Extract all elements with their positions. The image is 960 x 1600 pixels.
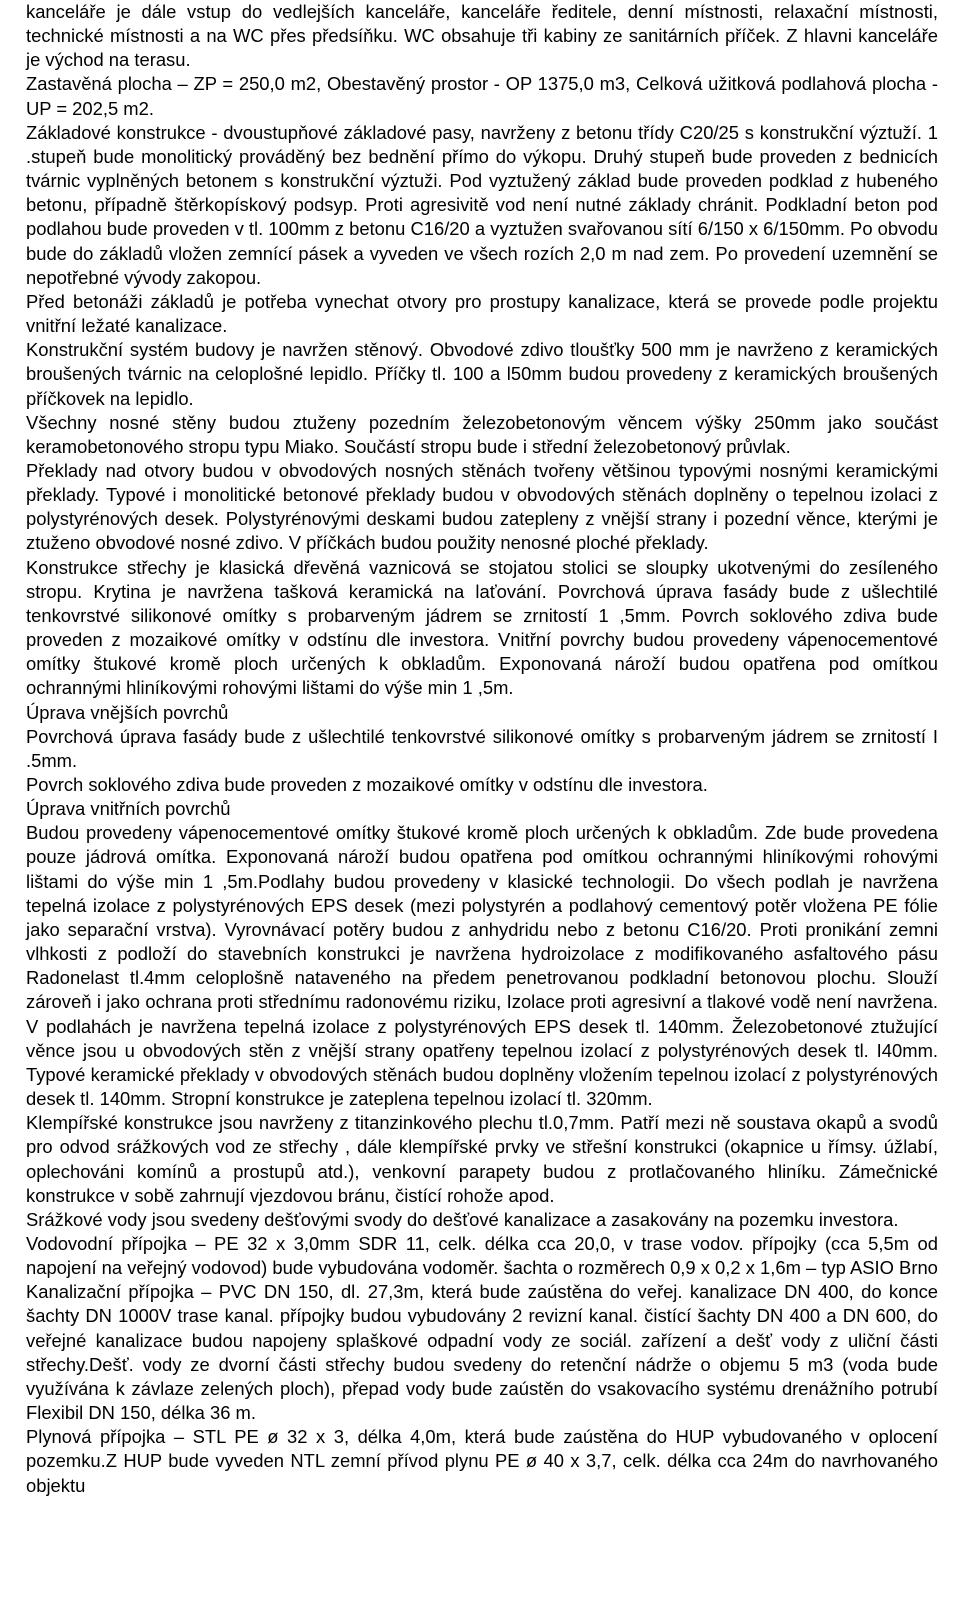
paragraph-interior-and-floors: Budou provedeny vápenocementové omítky štukové kromě ploch určených k obkladům. Zde bude provedena pouze jádrová omítka. Exponovaná nároží budou opatřena pod omítkou ochrannými hliníkovými rohovými lištami do výše min 1 ,5m.Podlahy budou provedeny v klasické technologii. Do všech podlah je navržena tepelná izolace z polystyrénových EPS desek (mezi polystyrén a podlahový cementový potěr vložena PE fólie jako separační vrstva). Vyrovnávací potěry budou z anhydridu nebo z betonu C16/20. Proti pronikání zemni vlhkosti z podloží do stavebních konstrukci je navržena hydroizolace z modifikovaného asfaltového pásu Radonelast tl.4mm celoplošně nataveného na předem penetrovanou podkladní betonovou plochu. Slouží zároveň i jako ochrana proti střednímu radonovému riziku, Izolace proti agresivní a tlakové vodě není navržena. V podlahách je navržena tepelná izolace z polystyrénových EPS desek tl. 140mm. Železobetonové ztužující věnce jsou u obvodových stěn z vnější strany opatřeny tepelnou izolací z polystyrénových desek tl. I40mm. Typové keramické překlady v obvodových stěnách budou doplněny vložením tepelnou izolací z polystyrénových desek tl. 140mm. Stropní konstrukce je zateplena tepelnou izolací tl. 320mm. [26, 822, 938, 1110]
paragraph-sheet-metal: Klempířské konstrukce jsou navrženy z titanzinkového plechu tl.0,7mm. Patří mezi ně soustava okapů a svodů pro odvod srážkových vod ze střechy , dále klempířské prvky ve střešní konstrukci (okapnice u římsy. úžlabí, oplechováni komínů a prostupů atd.), venkovní parapety budou z protlačovaného hliníku. Zámečnické konstrukce v sobě zahrnují vjezdovou bránu, čistící rohože apod. [26, 1112, 938, 1206]
paragraph-openings: Před betonáži základů je potřeba vynechat otvory pro prostupy kanalizace, která se provede podle projektu vnitřní ležaté kanalizace. [26, 290, 938, 337]
paragraph-layout-intro: kanceláře je dále vstup do vedlejších kanceláře, kanceláře ředitele, denní místnosti, relaxační místnosti, technické místnosti a na WC přes předsíňku. WC obsahuje tři kabiny ze sanitárních příček. Z hlavni kanceláře je východ na terasu. [26, 1, 938, 71]
paragraph-water-connection: Vodovodní přípojka – PE 32 x 3,0mm SDR 11, celk. délka cca 20,0, v trase vodov. přípojky (cca 5,5m od napojení na veřejný vodovod) bude vybudována vodoměr. šachta o rozměrech 0,9 x 0,2 x 1,6m – typ ASIO Brno [26, 1232, 938, 1279]
paragraph-lintels: Překlady nad otvory budou v obvodových nosných stěnách tvořeny většinou typovými nosnými keramickými překlady. Typové i monolitické betonové překlady budou v obvodových stěnách doplněny o tepelnou izolaci z polystyrénových desek. Polystyrénovými deskami budou zatepleny z vnější strany i pozední věnce, kterými je ztuženo obvodové nosné zdivo. V příčkách budou použity nenosné ploché překlady. [26, 459, 938, 554]
paragraph-roof: Konstrukce střechy je klasická dřevěná vaznicová se stojatou stolici se sloupky ukotvenými do zesíleného stropu. Krytina je navržena tašková keramická na laťování. Povrchová úprava fasády bude z ušlechtilé tenkovrstvé silikonové omítky s probarveným jádrem se zrnitostí 1 ,5mm. Povrch soklového zdiva bude proveden z mozaikové omítky v odstínu dle investora. Vnitřní povrchy budou provedeny vápenocementové omítky štukové kromě ploch určených k obkladům. Exponovaná nároží budou opatřena pod omítkou ochrannými hliníkovými rohovými lištami do výše min 1 ,5m. [26, 556, 938, 699]
paragraph-areas: Zastavěná plocha – ZP = 250,0 m2, Obestavěný prostor - OP 1375,0 m3, Celková užitková podlahová plocha - UP = 202,5 m2. [26, 73, 938, 119]
paragraph-load-bearing-walls: Všechny nosné stěny budou ztuženy pozedním železobetonovým věncem výšky 250mm jako součást keramobetonového stropu typu Miako. Součástí stropu bude i střední železobetonový průvlak. [26, 411, 938, 457]
paragraph-rainwater: Srážkové vody jsou svedeny dešťovými svody do dešťové kanalizace a zasakovány na pozemku investora. [26, 1208, 899, 1230]
paragraph-sewer-connection: Kanalizační přípojka – PVC DN 150, dl. 27,3m, která bude zaústěna do veřej. kanalizace DN 400, do konce šachty DN 1000V trase kanal. přípojky budou vybudovány 2 revizní kanal. čistící šachty DN 400 a DN 600, do veřejné kanalizace budou napojeny splaškové odpadní vody ze sociál. zařízení a dešť vody z uliční části střechy.Dešť. vody ze dvorní části střechy budou svedeny do retenční nádrže o objemu 5 m3 (voda bude využívána k závlaze zelených ploch), přepad vody bude zaústěn do vsakovacího systému drenážního potrubí Flexibil DN 150, délka 36 m. [26, 1281, 938, 1424]
heading-exterior-surfaces: Úprava vnějších povrchů [26, 701, 229, 723]
paragraph-structural-system: Konstrukční systém budovy je navržen stěnový. Obvodové zdivo tloušťky 500 mm je navrženo z keramických broušených tvárnic na celoplošné lepidlo. Příčky tl. 100 a l50mm budou provedeny z keramických broušených příčkovek na lepidlo. [26, 339, 938, 409]
paragraph-foundations: Základové konstrukce - dvoustupňové základové pasy, navrženy z betonu třídy C20/25 s konstrukční výztuží. 1 .stupeň bude monolitický prováděný bez bednění přímo do výkopu. Druhý stupeň bude proveden z bednicích tvárnic vyplněných betonem s konstrukční výztuži. Pod vyztužený základ bude proveden podklad z hubeného betonu, případně štěrkopískový podsyp. Proti agresivitě vod není nutné základy chránit. Podkladní beton pod podlahou bude proveden v tl. 100mm z betonu C16/20 a vyztužen svařovanou sítí 6/150 x 6/150mm. Po obvodu bude do základů vložen zemnící pásek a vyveden ve všech rozích 2,0 m nad zem. Po provedení uzemnění se nepotřebné vývody zakopou. [26, 121, 938, 288]
paragraph-gas-connection: Plynová přípojka – STL PE ø 32 x 3, délka 4,0m, která bude zaústěna do HUP vybudovaného v oplocení pozemku.Z HUP bude vyveden NTL zemní přívod plynu PE ø 40 x 3,7, celk. délka cca 24m do navrhovaného objektu [26, 1426, 938, 1496]
paragraph-plinth: Povrch soklového zdiva bude proveden z mozaikové omítky v odstínu dle investora. [26, 774, 708, 795]
heading-interior-surfaces: Úprava vnitřních povrchů [26, 798, 231, 820]
paragraph-facade: Povrchová úprava fasády bude z ušlechtilé tenkovrstvé silikonové omítky s probarveným jádrem se zrnitostí I .5mm. [26, 725, 938, 771]
